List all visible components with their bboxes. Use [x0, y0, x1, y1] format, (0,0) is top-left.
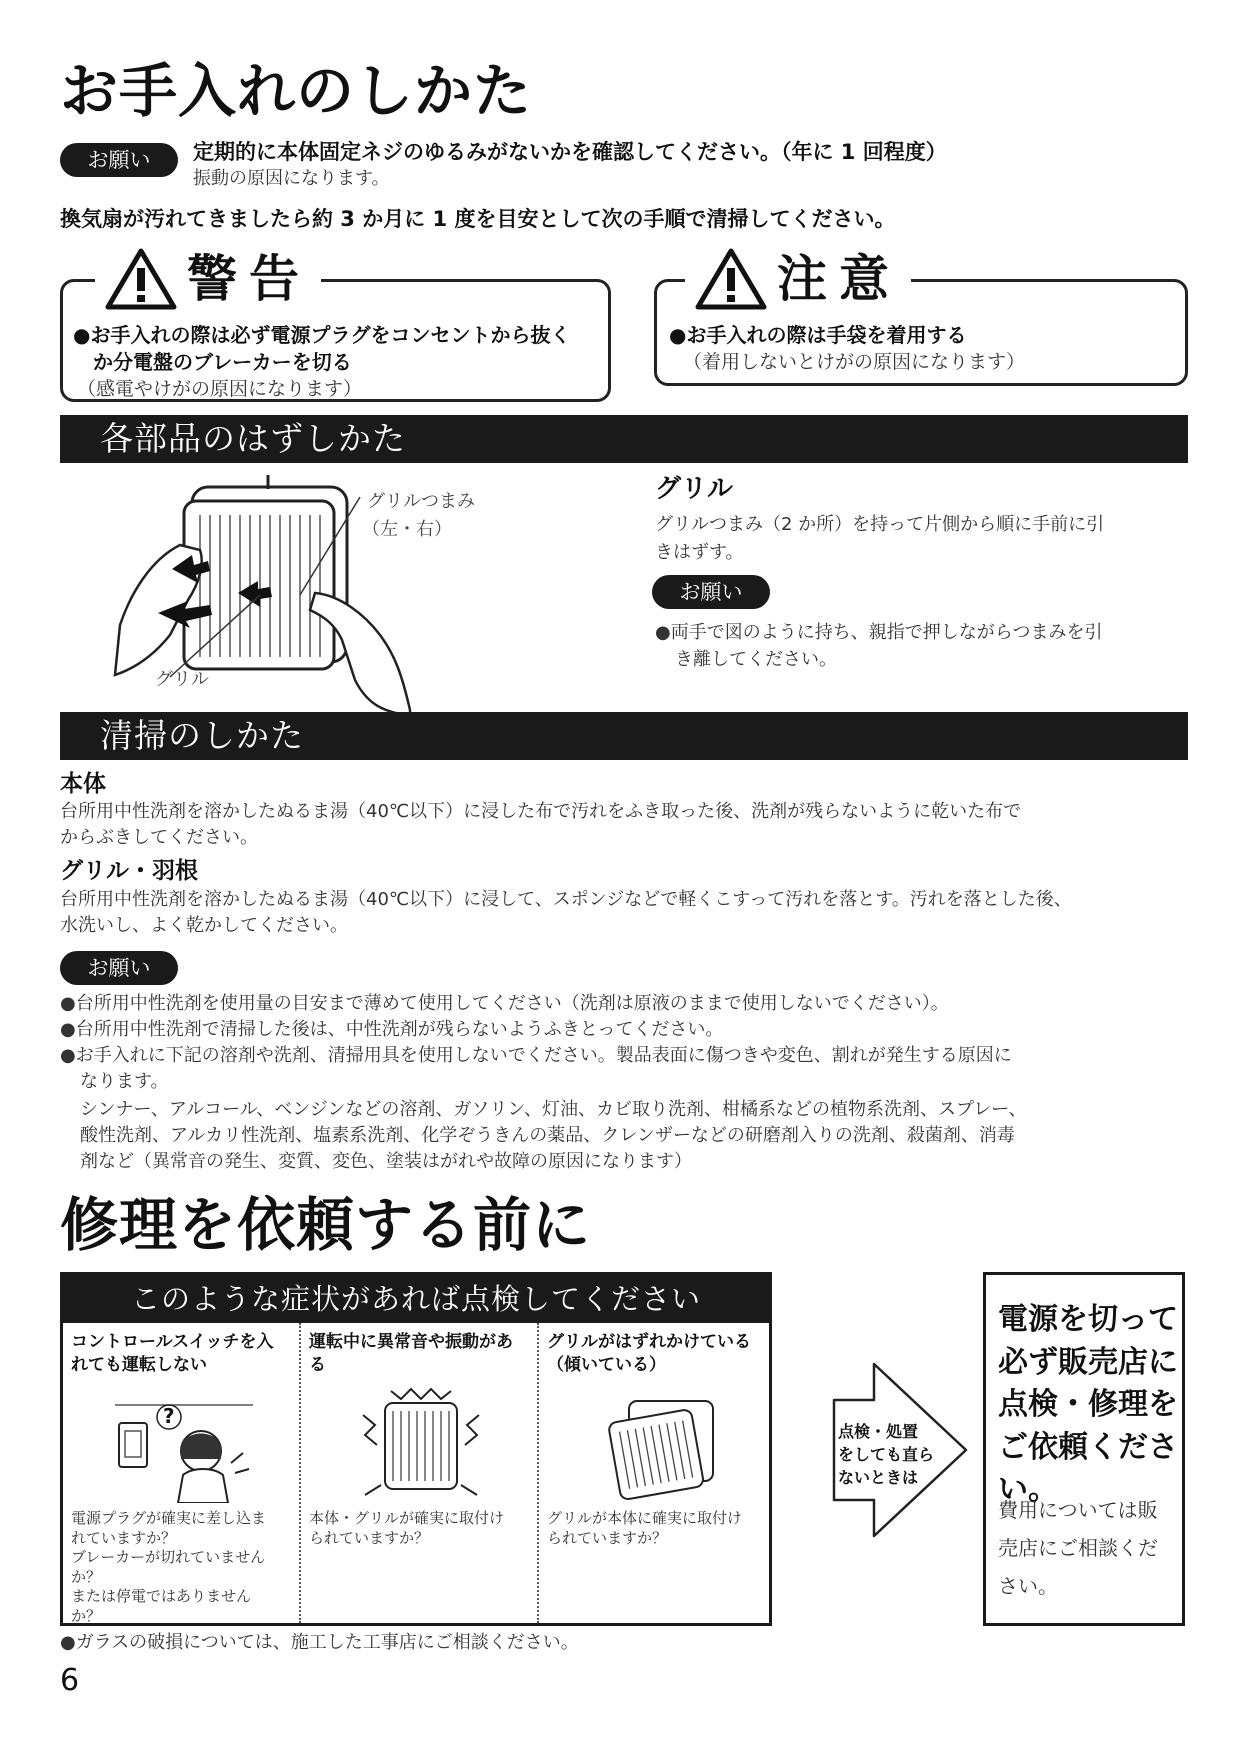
cleaning-note-4b: 酸性洗剤、アルカリ性洗剤、塩素系洗剤、化学ぞうきんの薬品、クレンザーなどの研磨剤入りの洗剤、殺菌剤、消毒	[80, 1125, 1015, 1146]
symptom-col-grill-tilted	[537, 1323, 769, 1623]
request-sub-text: 振動の原因になります。	[193, 168, 390, 189]
cleaning-note-2: ●台所用中性洗剤で清掃した後は、中性洗剤が残らないようふきとってください。	[60, 1019, 724, 1040]
grill-fan-text-2: 水洗いし、よく乾かしてください。	[60, 915, 348, 936]
warning-line-3: （感電やけがの原因になります）	[77, 378, 363, 400]
symptom-3-title: グリルがはずれかけている （傾いている）	[547, 1332, 751, 1375]
page-title-repair: 修理を依頼する前に	[60, 1191, 592, 1259]
request-badge: お願い	[60, 143, 178, 177]
removal-request-2: き離してください。	[675, 649, 837, 670]
body-cleaning-text-2: からぶきしてください。	[60, 827, 258, 848]
warning-triangle-icon	[105, 248, 177, 310]
warning-line-2: か分電盤のブレーカーを切る	[93, 350, 352, 374]
symptom-2-body: 本体・グリルが確実に取付け られていますか？	[309, 1509, 505, 1547]
caution-line-1: ●お手入れの際は手袋を着用する	[669, 323, 967, 347]
cleaning-note-3b: なります。	[80, 1071, 169, 1092]
symptom-table	[60, 1272, 772, 1626]
label-grill-knob: グリルつまみ	[367, 491, 475, 512]
vibrating-fan-illustration	[351, 1385, 491, 1505]
arrow-text: 点検・処置 をしても直ら ないときは	[838, 1422, 935, 1488]
symptom-3-body: グリルが本体に確実に取付け られていますか？	[547, 1509, 743, 1547]
warning-title	[95, 248, 321, 310]
body-cleaning-text-1: 台所用中性洗剤を溶かしたぬるま湯（40℃以下）に浸した布で汚れをふき取った後、洗剤が残らないように乾いた布で	[60, 801, 1022, 822]
label-grill-knob-sides: （左・右）	[362, 519, 452, 540]
contact-dealer-box	[983, 1272, 1185, 1626]
caution-triangle-icon	[695, 248, 767, 310]
grill-instruction-1: グリルつまみ（2 か所）を持って片側から順に手前に引	[655, 514, 1105, 535]
cleaning-note-3a: ●お手入れに下記の溶剤や洗剤、清掃用具を使用しないでください。製品表面に傷つきや変色、割れが発生する原因に	[60, 1045, 1012, 1066]
symptom-2-title: 運転中に異常音や振動があ る	[309, 1332, 513, 1375]
symptom-col-no-operation	[63, 1323, 299, 1623]
tilted-grill-illustration	[599, 1393, 729, 1503]
removal-request-1: ●両手で図のように持ち、親指で押しながらつまみを引	[655, 622, 1103, 643]
section-bar-cleaning: 清掃のしかた	[60, 712, 1188, 760]
contact-dealer-sub: 費用については販 売店にご相談くだ さい。	[998, 1498, 1158, 1598]
cleaning-request-badge: お願い	[60, 951, 178, 985]
warning-title-text: 警告	[187, 250, 311, 308]
cleaning-note-1: ●台所用中性洗剤を使用量の目安まで薄めて使用してください（洗剤は原液のままで使用しないでください）。	[60, 993, 949, 1014]
cleaning-note-4c: 剤など（異常音の発生、変質、変色、塗装はがれや故障の原因になります）	[80, 1151, 692, 1172]
glass-damage-note: ●ガラスの破損については、施工した工事店にご相談ください。	[60, 1632, 579, 1653]
caution-line-2: （着用しないとけがの原因になります）	[683, 351, 1026, 373]
page-number: 6	[60, 1663, 80, 1698]
cleaning-note-4a: シンナー、アルコール、ベンジンなどの溶剤、ガソリン、灯油、カビ取り洗剤、柑橘系などの植物系洗剤、スプレー、	[80, 1099, 1027, 1120]
caution-title	[685, 248, 911, 310]
symptom-col-abnormal-noise	[299, 1323, 537, 1623]
confused-person-illustration	[113, 1393, 263, 1503]
page-title-care: お手入れのしかた	[60, 57, 533, 125]
caution-title-text: 注意	[777, 250, 901, 308]
grill-heading: グリル	[655, 474, 734, 504]
removal-request-badge: お願い	[652, 575, 770, 609]
warning-line-1: ●お手入れの際は必ず電源プラグをコンセントから抜く	[73, 323, 571, 347]
symptom-table-header: このような症状があれば点検してください	[63, 1275, 769, 1323]
cleaning-cycle-note: 換気扇が汚れてきましたら約 3 か月に 1 度を目安として次の手順で清掃してください。	[60, 207, 896, 231]
svg-text:?: ?	[163, 1404, 175, 1428]
grill-instruction-2: きはずす。	[655, 542, 744, 563]
grill-fan-heading: グリル・羽根	[60, 858, 198, 884]
symptom-1-title: コントロールスイッチを入 れても運転しない	[71, 1332, 274, 1375]
grill-fan-text-1: 台所用中性洗剤を溶かしたぬるま湯（40℃以下）に浸して、スポンジなどで軽くこすって汚れを落とす。汚れを落とした後、	[60, 889, 1072, 910]
contact-dealer-main: 電源を切って 必ず販売店に 点検・修理を ご依頼くださ い。	[998, 1302, 1178, 1508]
body-heading: 本体	[60, 771, 106, 797]
symptom-1-body: 電源プラグが確実に差し込ま れていますか？ ブレーカーが切れていません か？ または停電ではありません か？	[71, 1509, 267, 1625]
request-main-text: 定期的に本体固定ネジのゆるみがないかを確認してください。（年に 1 回程度）	[193, 140, 947, 164]
section-bar-removal: 各部品のはずしかた	[60, 415, 1188, 463]
label-grill: グリル	[155, 669, 209, 690]
